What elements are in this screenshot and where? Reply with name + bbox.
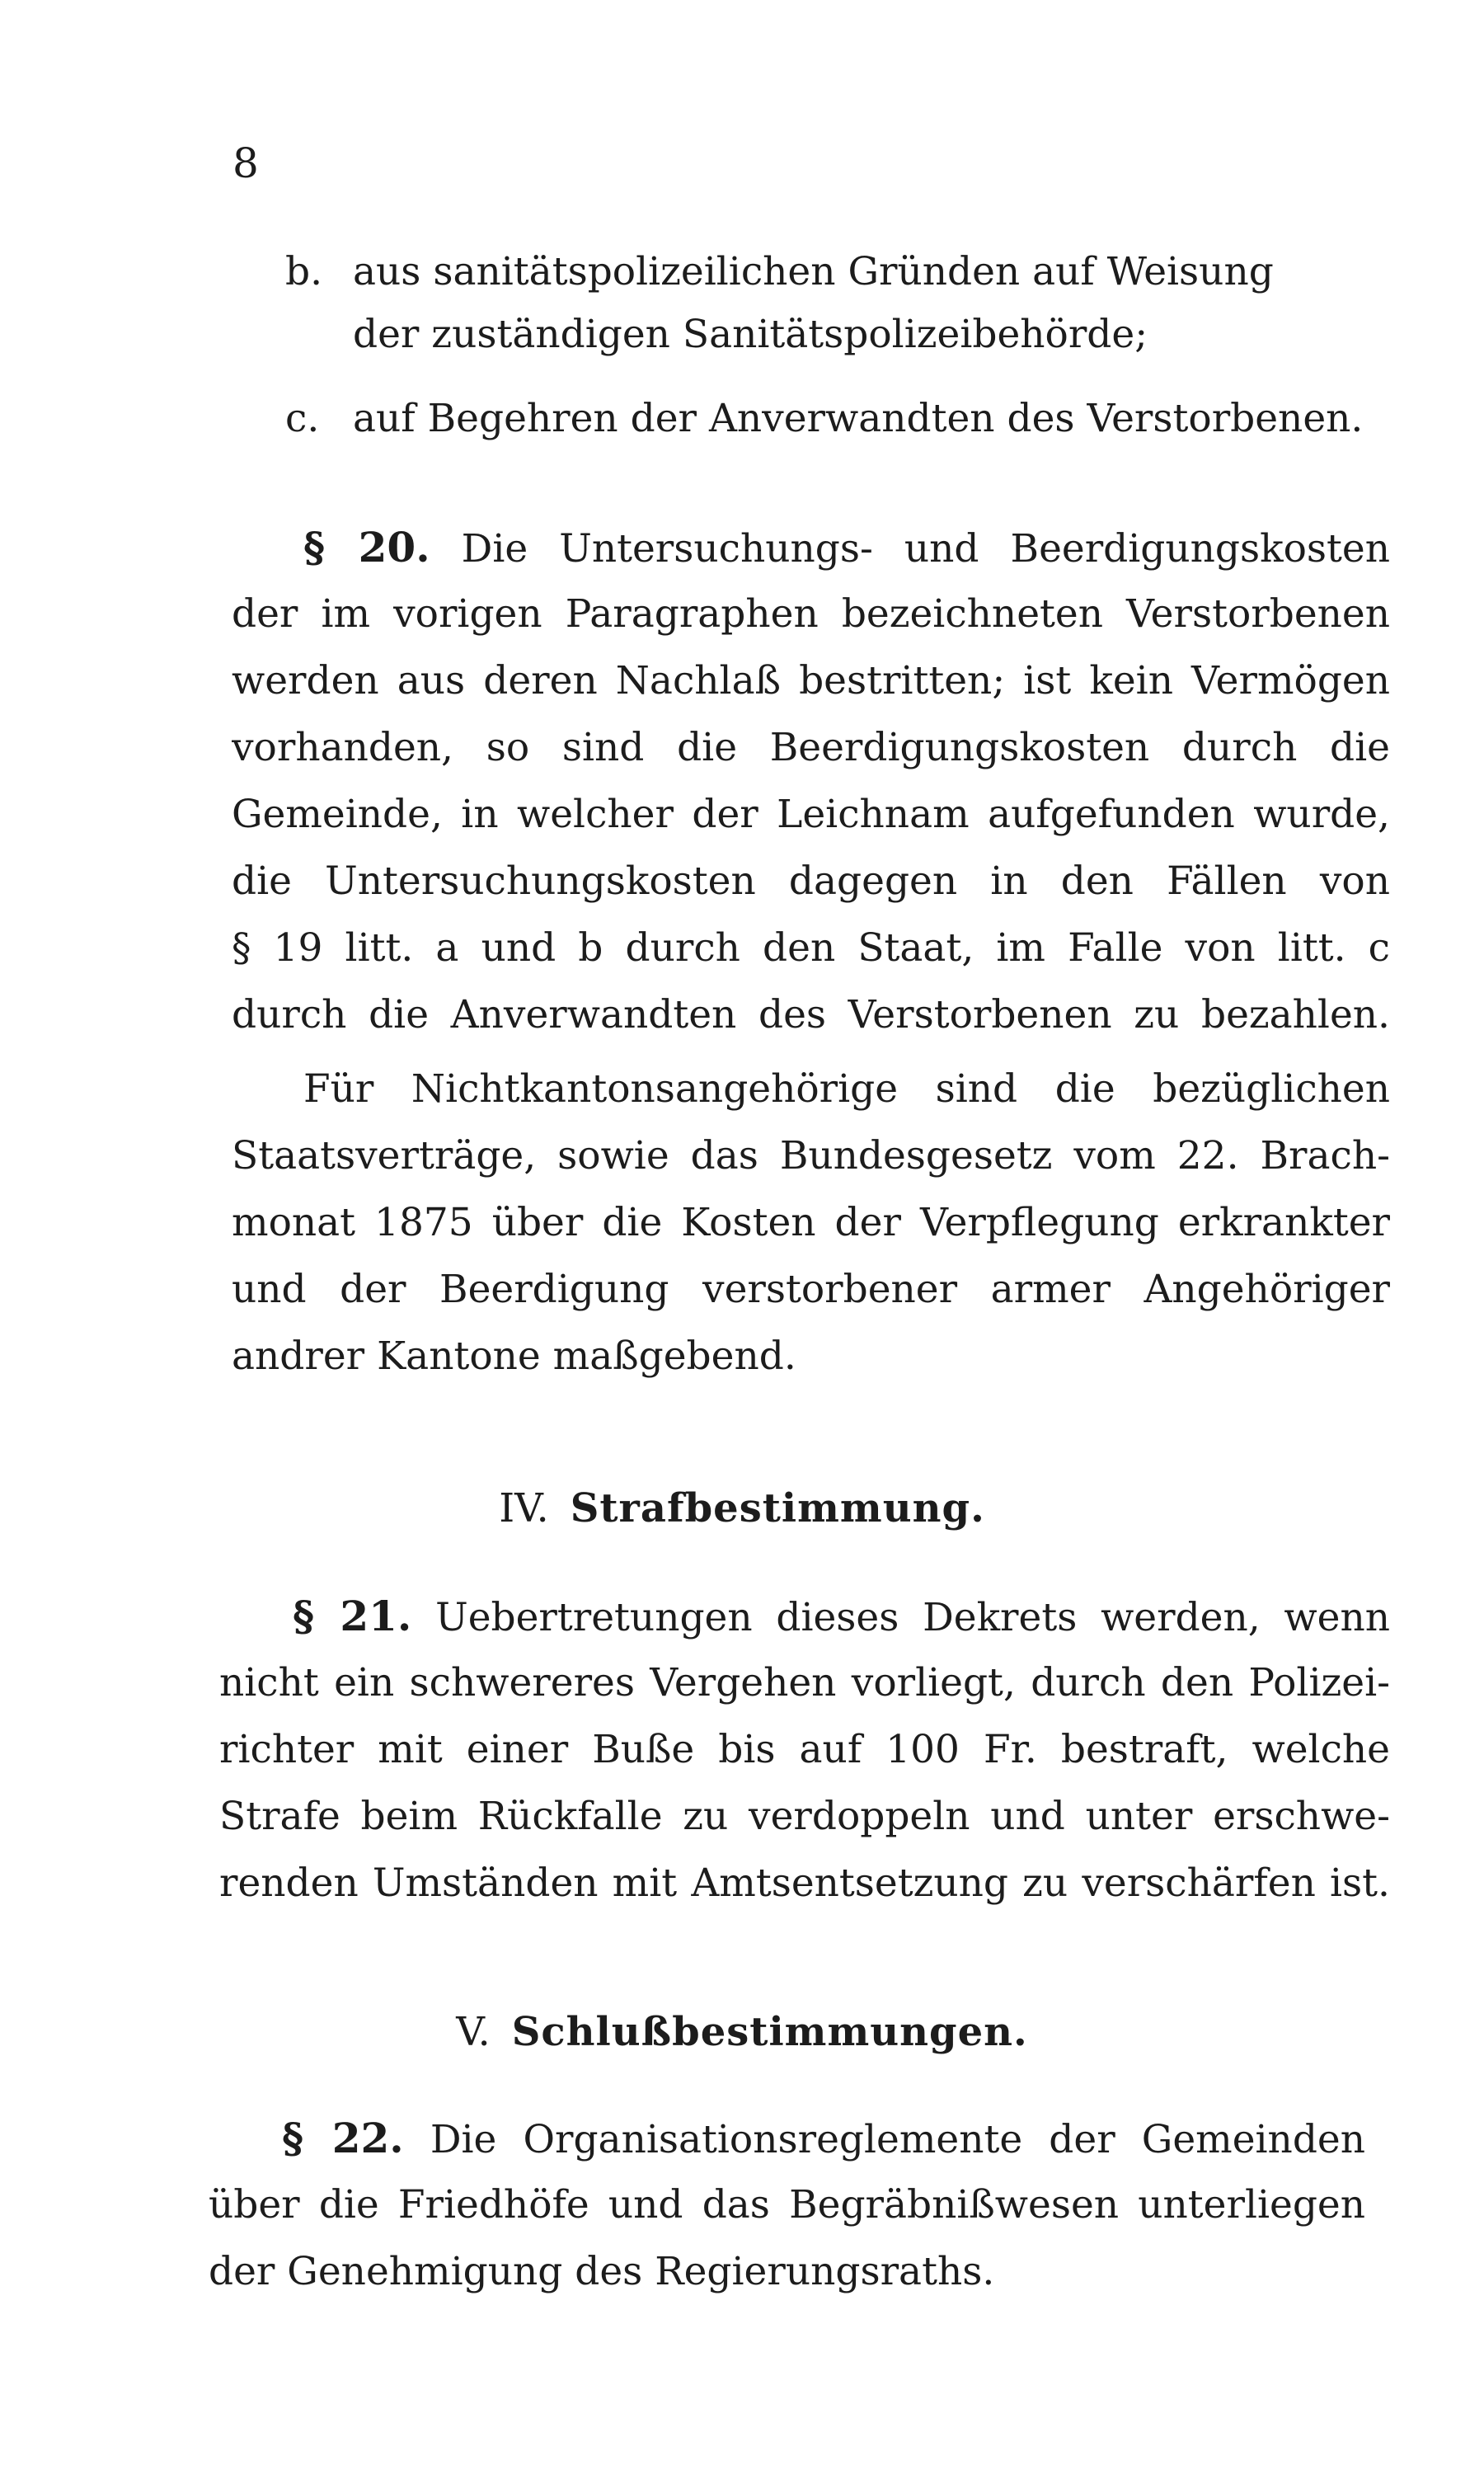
section-21-line: Strafe beim Rückfalle zu verdoppeln und unter erschwe- (219, 1794, 1390, 1839)
list-item-b-label: b. (285, 249, 323, 294)
section-heading-iv (0, 1475, 1484, 1541)
heading-v-title: Schlußbestimmungen. (511, 2009, 1028, 2055)
page-number: 8 (232, 139, 259, 187)
section-20-first-text: Die Untersuchungs- und Beerdigungskosten (461, 526, 1390, 572)
section-20-line: der im vorigen Paragraphen bezeichneten Verstorbenen (232, 591, 1390, 637)
section-22-line: über die Friedhöfe und das Begräbnißwesen unterliegen (209, 2182, 1365, 2227)
section-20-para2-line: andrer Kantone maßgebend. (232, 1334, 796, 1379)
section-21-first-line (293, 1585, 1390, 1648)
section-20-first-line (303, 516, 1390, 579)
list-item-c-text: auf Begehren der Anverwandten des Verstorbenen. (353, 396, 1364, 441)
section-21-number: § 21. (293, 1592, 412, 1640)
section-heading-v (0, 1999, 1484, 2065)
section-22-line: der Genehmigung des Regierungsraths. (209, 2249, 995, 2294)
section-22-first-line (282, 2107, 1365, 2170)
section-20-para2-line: monat 1875 über die Kosten der Verpflegung erkrankter (232, 1200, 1390, 1245)
list-item-b-label-line (285, 241, 1390, 303)
heading-iv-title: Strafbestimmung. (570, 1485, 985, 1531)
section-20-line: durch die Anverwandten des Verstorbenen zu bezahlen. (232, 992, 1390, 1037)
section-20-para2-line: und der Beerdigung verstorbener armer Angehöriger (232, 1267, 1390, 1312)
section-21-line: renden Umständen mit Amtsentsetzung zu verschärfen ist. (219, 1861, 1390, 1906)
section-21-first-text: Uebertretungen dieses Dekrets werden, wenn (435, 1595, 1390, 1640)
list-item-b-line-2: der zuständigen Sanitätspolizeibehörde; (353, 312, 1148, 357)
section-20-line: werden aus deren Nachlaß bestritten; ist kein Vermögen (232, 658, 1390, 703)
heading-iv-numeral: IV. (499, 1485, 549, 1531)
section-21-line: nicht ein schwereres Vergehen vorliegt, durch den Polizei- (219, 1660, 1390, 1705)
heading-v-numeral: V. (456, 2009, 491, 2055)
section-20-para2-line: Für Nichtkantonsangehörige sind die bezüglichen (303, 1066, 1390, 1112)
section-21-line: richter mit einer Buße bis auf 100 Fr. bestraft, welche (219, 1727, 1390, 1772)
list-item-c-line (285, 388, 1390, 450)
section-20-line: Gemeinde, in welcher der Leichnam aufgefunden wurde, (232, 792, 1390, 837)
list-item-c-label: c. (285, 396, 320, 441)
section-22-first-text: Die Organisationsreglemente der Gemeinden (430, 2117, 1365, 2162)
section-20-line: § 19 litt. a und b durch den Staat, im Falle von litt. c (232, 925, 1390, 971)
section-20-line: vorhanden, so sind die Beerdigungskosten durch die (232, 725, 1390, 770)
section-22-number: § 22. (282, 2114, 404, 2162)
section-20-number: § 20. (303, 523, 430, 572)
section-20-para2-line: Staatsverträge, sowie das Bundesgesetz vom 22. Brach- (232, 1133, 1390, 1178)
list-item-b-text: aus sanitätspolizeilichen Gründen auf Weisung (353, 249, 1274, 294)
section-20-line: die Untersuchungskosten dagegen in den Fällen von (232, 859, 1390, 904)
